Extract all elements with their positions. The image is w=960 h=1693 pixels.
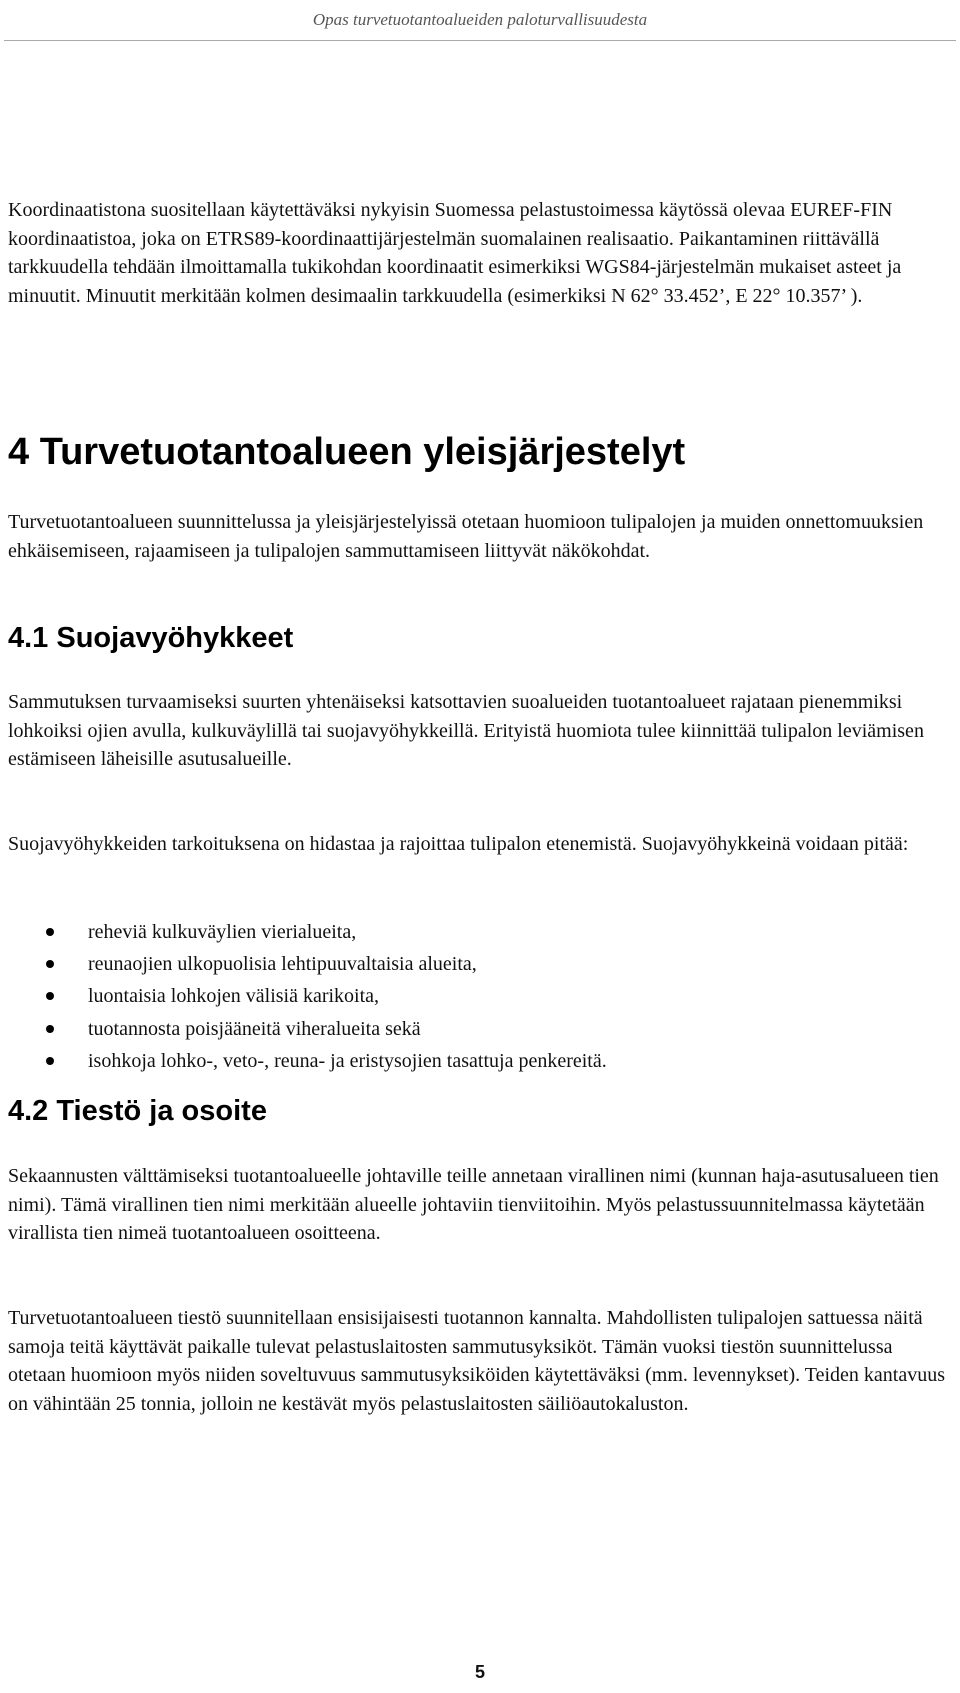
list-item-text: reunaojien ulkopuolisia lehtipuuvaltaisia alueita,	[88, 953, 477, 976]
page-number: 5	[474, 1662, 485, 1682]
section-4-2-paragraph-1: Sekaannusten välttämiseksi tuotantoalueelle johtaville teille annetaan virallinen nimi (kunnan haja-asutusalueen tien nimi). Tämä virallinen tien nimi merkitään alueelle johtaviin tienviitoihin. Myös pelastussuunnitelmassa käytetään virallista tien nimeä tuotantoalueen osoitteena.	[8, 1165, 939, 1244]
running-header: Opas turvetuotantoalueiden paloturvallisuudesta	[312, 10, 648, 29]
section-4-2-paragraph-2: Turvetuotantoalueen tiestö suunnitellaan ensisijaisesti tuotannon kannalta. Mahdollisten tulipalojen sattuessa näitä samoja teitä käyttävät paikalle tulevat pelastuslaitosten sammutusyksiköt. Tämän vuoksi tiestön suunnittelussa otetaan huomioon myös niiden soveltuvuus sammutusyksiköiden käytettäväksi (mm. levennykset). Teiden kantavuus on vähintään 25 tonnia, jolloin ne kestävät myös pelastuslaitosten säiliöautokaluston.	[8, 1307, 945, 1415]
section-4-2-heading: 4.2 Tiestö ja osoite	[8, 1095, 267, 1127]
section-4-heading: 4 Turvetuotantoalueen yleisjärjestelyt	[8, 431, 686, 473]
list-item-text: tuotannosta poisjääneitä viheralueita sekä	[88, 1017, 421, 1040]
bullet-icon	[46, 960, 54, 968]
bullet-icon	[46, 928, 54, 936]
list-item	[8, 950, 952, 982]
list-item	[8, 1047, 952, 1079]
bullet-icon	[46, 1057, 54, 1065]
list-item	[8, 1015, 952, 1047]
intro-paragraph: Koordinaatistona suositellaan käytettäväksi nykyisin Suomessa pelastustoimessa käytössä olevaa EUREF-FIN koordinaatistoa, joka on ETRS89-koordinaattijärjestelmän suomalainen realisaatio. Paikantaminen riittävällä tarkkuudella tehdään ilmoittamalla tukikohdan koordinaatit esimerkiksi WGS84-järjestelmän mukaiset asteet ja minuutit. Minuutit merkitään kolmen desimaalin tarkkuudella (esimerkiksi N 62° 33.452’, E 22° 10.357’ ).	[8, 199, 902, 307]
section-4-1-paragraph-2: Suojavyöhykkeiden tarkoituksena on hidastaa ja rajoittaa tulipalon etenemistä. Suojavyöhykkeinä voidaan pitää:	[8, 833, 909, 855]
list-item-text: reheviä kulkuväylien vierialueita,	[88, 921, 357, 943]
list-item-text: luontaisia lohkojen välisiä karikoita,	[88, 985, 380, 1008]
protective-zone-list	[8, 918, 952, 1079]
section-4-1-heading: 4.1 Suojavyöhykkeet	[8, 622, 294, 654]
list-item	[8, 918, 952, 950]
section-4-1-paragraph-1: Sammutuksen turvaamiseksi suurten yhtenäiseksi katsottavien suoalueiden tuotantoalueet rajataan pienemmiksi lohkoiksi ojien avulla, kulkuväylillä tai suojavyöhykkeillä. Erityistä huomiota tulee kiinnittää tulipalon leviämisen estämiseen läheisille asutusalueille.	[8, 691, 924, 770]
header-divider	[4, 40, 956, 41]
list-item	[8, 982, 952, 1014]
list-item-text: isohkoja lohko-, veto-, reuna- ja eristysojien tasattuja penkereitä.	[88, 1049, 607, 1072]
section-4-paragraph: Turvetuotantoalueen suunnittelussa ja yleisjärjestelyissä otetaan huomioon tulipalojen ja muiden onnettomuuksien ehkäisemiseen, rajaamiseen ja tulipalojen sammuttamiseen liittyvät näkökohdat.	[8, 511, 924, 562]
bullet-icon	[46, 1025, 54, 1033]
bullet-icon	[46, 992, 54, 1000]
